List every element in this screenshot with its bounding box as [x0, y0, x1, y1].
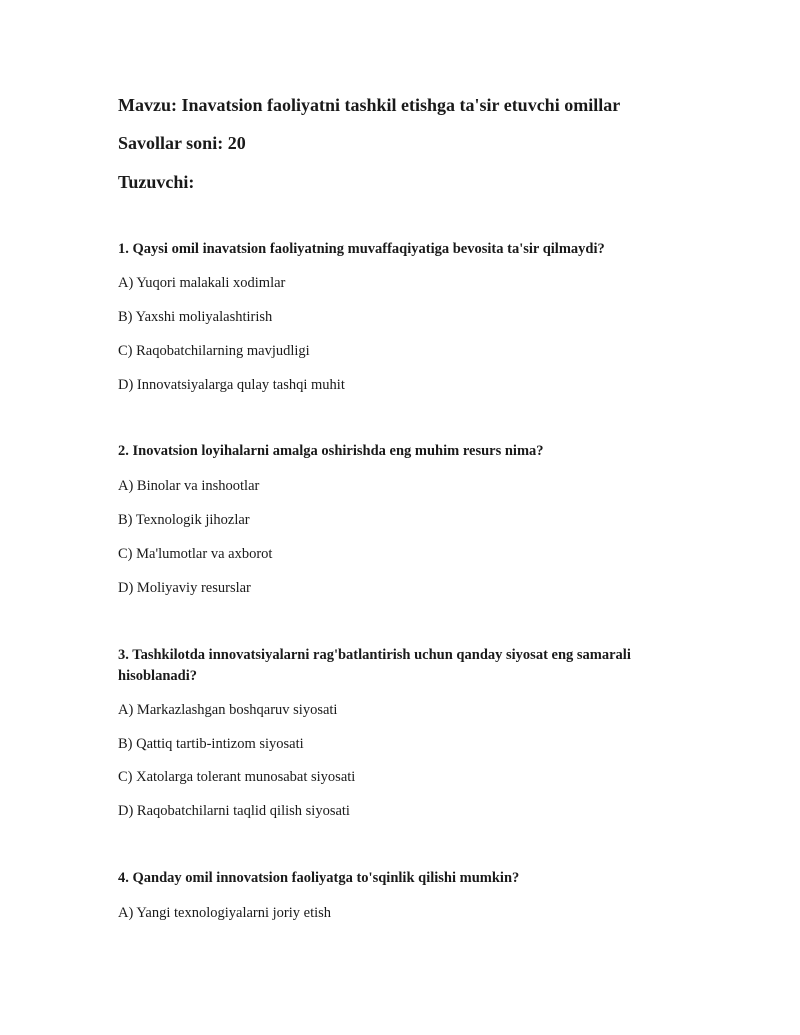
question-3: 3. Tashkilotda innovatsiyalarni rag'batlantirish uchun qanday siyosat eng samarali hisoblanadi?	[118, 647, 631, 684]
question-2: 2. Inovatsion loyihalarni amalga oshirishda eng muhim resurs nima?	[118, 443, 544, 459]
question-3-option-c: C) Xatolarga tolerant munosabat siyosati	[118, 769, 356, 785]
question-1-option-c: C) Raqobatchilarning mavjudligi	[118, 343, 310, 359]
question-1: 1. Qaysi omil inavatsion faoliyatning muvaffaqiyatiga bevosita ta'sir qilmaydi?	[118, 241, 605, 257]
question-4: 4. Qanday omil innovatsion faoliyatga to'sqinlik qilishi mumkin?	[118, 870, 520, 886]
question-2-option-c: C) Ma'lumotlar va axborot	[118, 546, 273, 562]
author-heading: Tuzuvchi:	[118, 172, 195, 192]
question-3-option-a: A) Markazlashgan boshqaruv siyosati	[118, 702, 338, 718]
question-2-option-b: B) Texnologik jihozlar	[118, 512, 250, 528]
question-1-option-a: A) Yuqori malakali xodimlar	[118, 275, 286, 291]
question-3-option-d: D) Raqobatchilarni taqlid qilish siyosati	[118, 803, 350, 819]
topic-heading: Mavzu: Inavatsion faoliyatni tashkil etishga ta'sir etuvchi omillar	[118, 95, 621, 115]
question-1-option-b: B) Yaxshi moliyalashtirish	[118, 309, 273, 325]
question-2-option-a: A) Binolar va inshootlar	[118, 478, 260, 494]
question-3-option-b: B) Qattiq tartib-intizom siyosati	[118, 736, 304, 752]
question-count-heading: Savollar soni: 20	[118, 133, 246, 153]
question-2-option-d: D) Moliyaviy resurslar	[118, 580, 251, 596]
question-4-option-a: A) Yangi texnologiyalarni joriy etish	[118, 905, 332, 921]
question-1-option-d: D) Innovatsiyalarga qulay tashqi muhit	[118, 377, 345, 393]
